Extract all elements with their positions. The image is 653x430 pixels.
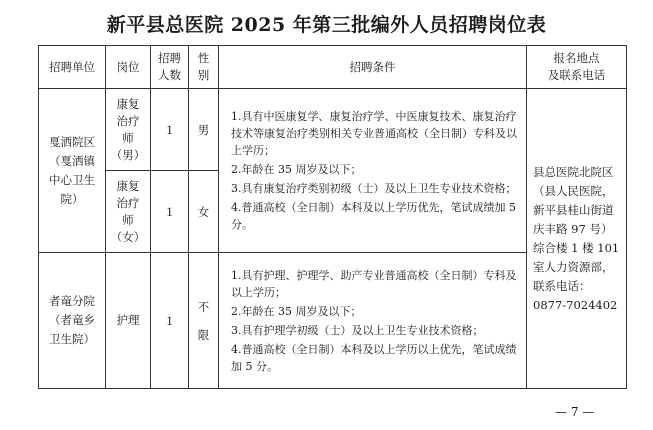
header-position: 岗位 bbox=[106, 46, 151, 89]
header-row bbox=[39, 46, 627, 89]
count-cell: 1 bbox=[151, 89, 189, 171]
table-row bbox=[39, 89, 627, 171]
gender-cell: 不 限 bbox=[189, 253, 219, 389]
condition-item: 3.具有康复治疗类别初级（士）及以上卫生专业技术资格； bbox=[231, 182, 517, 195]
position-cell: 护理 bbox=[106, 253, 151, 389]
condition-item: 1.具有中医康复学、康复治疗学、中医康复技术、康复治疗技术等康复治疗类别相关专业普通高校（全日制）专科及以上学历； bbox=[231, 110, 517, 157]
unit-cell: 戛洒院区 （戛洒镇 中心卫生 院） bbox=[39, 89, 106, 253]
condition-item: 2.年龄在 35 周岁及以下； bbox=[231, 304, 362, 318]
header-contact: 报名地点 及联系电话 bbox=[527, 46, 627, 89]
condition-item: 2.年龄在 35 周岁及以下； bbox=[231, 163, 362, 176]
page-number: — 7 — bbox=[555, 405, 595, 419]
header-gender: 性 别 bbox=[189, 46, 219, 89]
header-count: 招聘 人数 bbox=[151, 46, 189, 89]
recruitment-table bbox=[38, 45, 627, 389]
condition-item: 3.具有护理学初级（士）及以上卫生专业技术资格； bbox=[231, 323, 484, 337]
contact-cell: 县总医院北院区（县人民医院，新平县桂山街道庆丰路 97 号）综合楼 1 楼 101 室人力资源部，联系电话：0877-7024402 bbox=[527, 89, 627, 389]
conditions-cell bbox=[219, 253, 527, 389]
condition-item: 4.普通高校（全日制）本科及以上学历优先，笔试成绩加 5 分。 bbox=[231, 201, 516, 231]
header-unit: 招聘单位 bbox=[39, 46, 106, 89]
conditions-cell bbox=[219, 89, 527, 253]
count-cell: 1 bbox=[151, 171, 189, 253]
position-cell: 康复 治疗 师 （女） bbox=[106, 171, 151, 253]
page-title: 新平县总医院 2025 年第三批编外人员招聘岗位表 bbox=[106, 14, 547, 36]
position-cell: 康复 治疗 师 （男） bbox=[106, 89, 151, 171]
condition-item: 4.普通高校（全日制）本科及以上学历以上优先，笔试成绩加 5 分。 bbox=[231, 342, 517, 373]
count-cell: 1 bbox=[151, 253, 189, 389]
gender-cell: 女 bbox=[189, 171, 219, 253]
condition-item: 1.具有护理、护理学、助产专业普通高校（全日制）专科及以上学历； bbox=[231, 268, 517, 299]
unit-cell: 者竜分院 （者竜乡 卫生院） bbox=[39, 253, 106, 389]
header-conditions: 招聘条件 bbox=[219, 46, 527, 89]
gender-cell: 男 bbox=[189, 89, 219, 171]
